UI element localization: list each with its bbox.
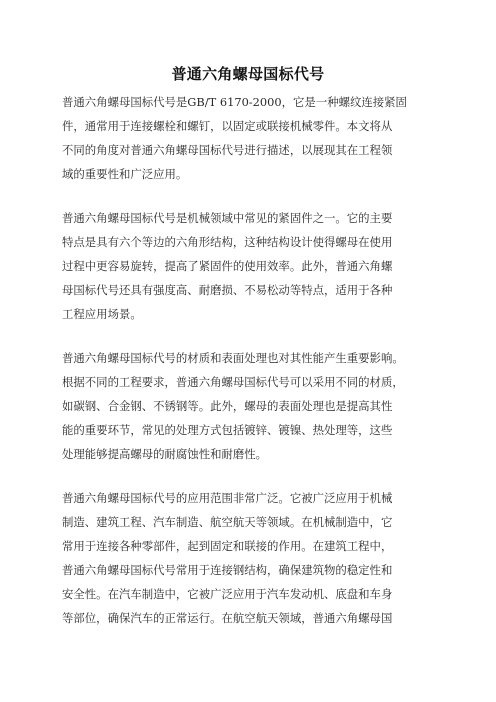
paragraph-2 [62, 206, 436, 326]
paragraph-line: 工程应用场景。 [62, 307, 142, 321]
document-title: 普通六角螺母国标代号 [171, 65, 325, 83]
paragraph-line: 普通六角螺母国标代号是机械领域中常见的紧固件之一。它的主要 [62, 211, 393, 225]
paragraph-line: 普通六角螺母国标代号常用于连接钢结构，确保建筑物的稳定性和 [62, 563, 393, 577]
paragraph-line: 过程中更容易旋转，提高了紧固件的使用效率。此外，普通六角螺 [62, 259, 393, 273]
paragraph-line: 如碳钢、合金钢、不锈钢等。此外，螺母的表面处理也是提高其性 [62, 399, 393, 413]
paragraph-line: 常用于连接各种零部件，起到固定和联接的作用。在建筑工程中， [62, 539, 393, 553]
paragraph-line: 等部位，确保汽车的正常运行。在航空航天领域，普通六角螺母国 [62, 611, 393, 625]
paragraph-line: 不同的角度对普通六角螺母国标代号进行描述，以展现其在工程领 [62, 143, 393, 157]
paragraph-line: 制造、建筑工程、汽车制造、航空航天等领域。在机械制造中，它 [62, 515, 393, 529]
paragraph-line: 特点是具有六个等边的六角形结构，这种结构设计使得螺母在使用 [62, 235, 393, 249]
paragraph-line: 处理能够提高螺母的耐腐蚀性和耐磨性。 [62, 447, 268, 461]
paragraph-line: 普通六角螺母国标代号是GB/T 6170-2000，它是一种螺纹连接紧固 [62, 95, 407, 109]
paragraph-line: 普通六角螺母国标代号的材质和表面处理也对其性能产生重要影响。 [62, 351, 404, 365]
paragraph-3 [62, 346, 436, 466]
paragraph-line: 件，通常用于连接螺栓和螺钉，以固定或联接机械零件。本文将从 [62, 119, 393, 133]
paragraph-4 [62, 486, 436, 630]
paragraph-line: 母国标代号还具有强度高、耐磨损、不易松动等特点，适用于各种 [62, 283, 393, 297]
paragraph-line: 能的重要环节，常见的处理方式包括镀锌、镀镍、热处理等，这些 [62, 423, 393, 437]
paragraph-line: 安全性。在汽车制造中，它被广泛应用于汽车发动机、底盘和车身 [62, 587, 393, 601]
paragraph-1 [62, 90, 436, 186]
paragraph-line: 普通六角螺母国标代号的应用范围非常广泛。它被广泛应用于机械 [62, 491, 393, 505]
paragraph-line: 域的重要性和广泛应用。 [62, 167, 188, 181]
paragraph-line: 根据不同的工程要求，普通六角螺母国标代号可以采用不同的材质， [62, 375, 404, 389]
